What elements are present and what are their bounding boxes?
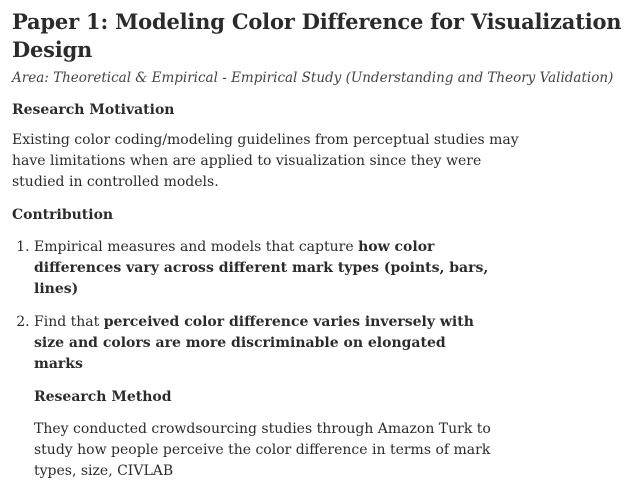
- contribution-item: [34, 237, 494, 300]
- method-text: They conducted crowdsourcing studies through Amazon Turk to study how people perceive the color difference in terms of mark types, size, CIVLAB: [34, 421, 491, 479]
- contribution-list: [12, 237, 632, 375]
- document-page: [12, 8, 632, 482]
- area-subtitle: Area: Theoretical & Empirical - Empirical Study (Understanding and Theory Validation): [12, 70, 614, 86]
- method-heading: Research Method: [34, 389, 172, 405]
- contribution-item-emphasis: perceived color difference varies inversely with size and colors are more discriminable on elongated marks: [34, 314, 474, 372]
- method-section: [34, 387, 632, 482]
- contribution-item-emphasis: how color differences vary across different mark types (points, bars, lines): [34, 239, 489, 297]
- contribution-item-text: Empirical measures and models that capture: [34, 239, 359, 255]
- contribution-item-text: Find that: [34, 314, 104, 330]
- motivation-text: Existing color coding/modeling guidelines from perceptual studies may have limitations when are applied to visualization since they were studied in controlled models.: [12, 132, 519, 190]
- contribution-item: [34, 312, 494, 375]
- page-title: Paper 1: Modeling Color Difference for Visualization Design: [12, 9, 622, 62]
- motivation-heading: Research Motivation: [12, 102, 175, 118]
- contribution-heading: Contribution: [12, 207, 114, 223]
